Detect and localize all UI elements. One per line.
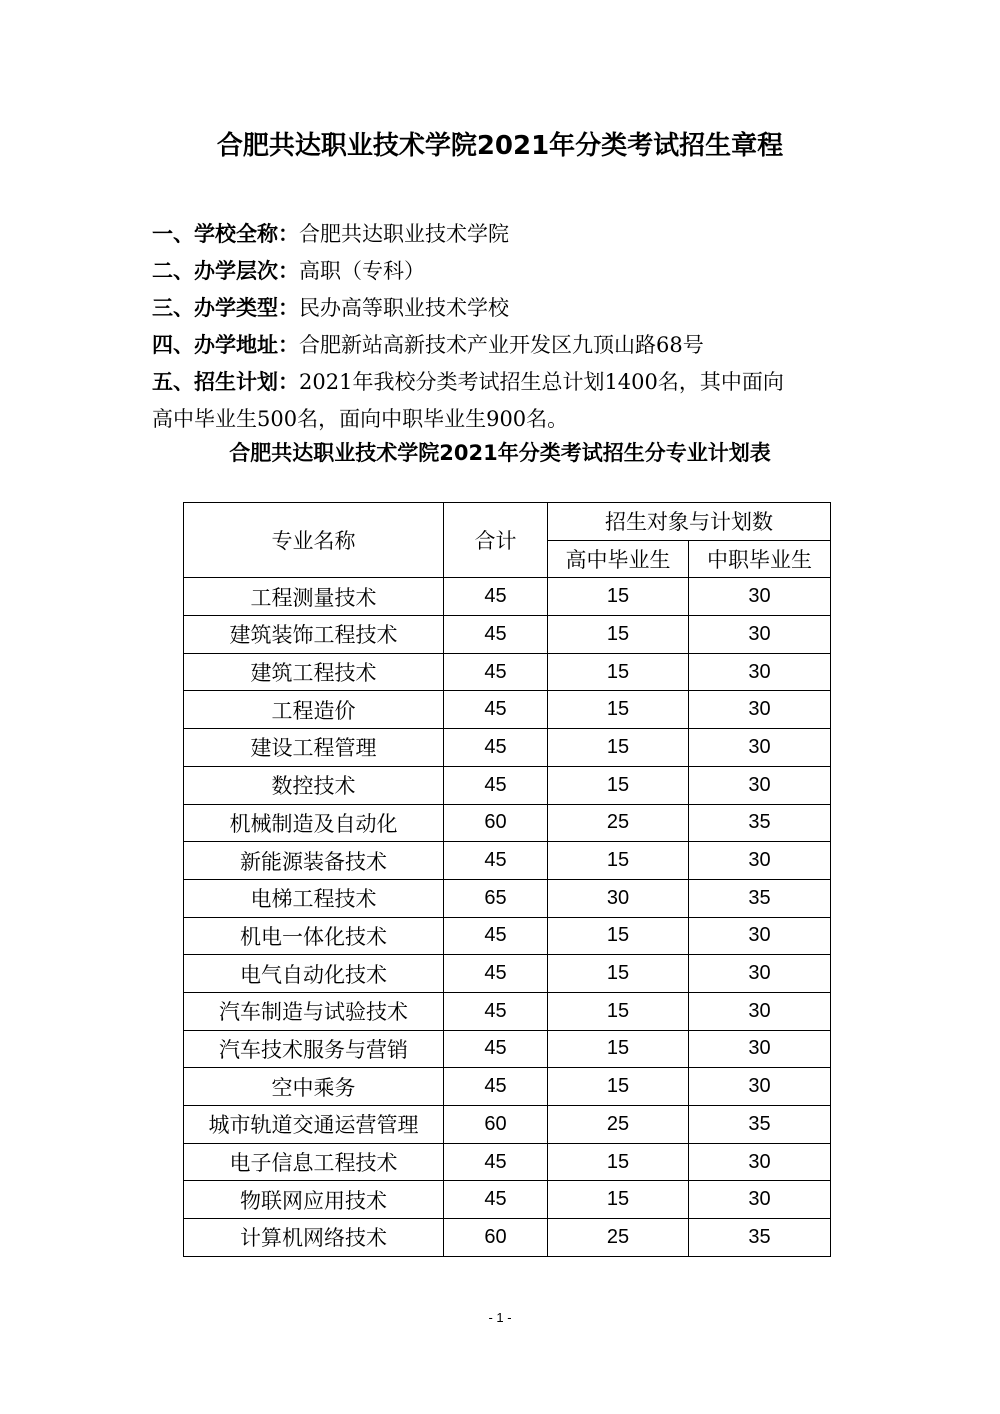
vocational-cell: 30 xyxy=(689,1181,831,1219)
total-cell: 45 xyxy=(444,691,548,729)
high-school-cell: 15 xyxy=(548,1030,689,1068)
total-cell: 45 xyxy=(444,1181,548,1219)
vocational-cell: 35 xyxy=(689,1106,831,1144)
header-major: 专业名称 xyxy=(184,503,444,578)
info-line-level xyxy=(152,253,872,290)
high-school-cell: 15 xyxy=(548,917,689,955)
total-cell: 45 xyxy=(444,653,548,691)
table-row xyxy=(184,729,831,767)
info-value: 高职（专科） xyxy=(299,259,425,283)
high-school-cell: 15 xyxy=(548,691,689,729)
total-cell: 65 xyxy=(444,879,548,917)
total-cell: 45 xyxy=(444,1143,548,1181)
total-cell: 60 xyxy=(444,1219,548,1257)
plan-text-line1: 2021年我校分类考试招生总计划1400名，其中面向 xyxy=(299,370,784,394)
major-cell: 空中乘务 xyxy=(184,1068,444,1106)
table-row xyxy=(184,691,831,729)
info-label: 三、办学类型： xyxy=(152,296,299,320)
total-cell: 45 xyxy=(444,766,548,804)
info-line-full-name xyxy=(152,216,872,253)
major-cell: 物联网应用技术 xyxy=(184,1181,444,1219)
info-label: 四、办学地址： xyxy=(152,333,299,357)
vocational-cell: 35 xyxy=(689,879,831,917)
info-label: 二、办学层次： xyxy=(152,259,299,283)
high-school-cell: 15 xyxy=(548,955,689,993)
major-cell: 机械制造及自动化 xyxy=(184,804,444,842)
table-row xyxy=(184,1030,831,1068)
table-row xyxy=(184,653,831,691)
major-cell: 计算机网络技术 xyxy=(184,1219,444,1257)
table-row xyxy=(184,955,831,993)
high-school-cell: 15 xyxy=(548,1068,689,1106)
vocational-cell: 30 xyxy=(689,992,831,1030)
header-total: 合计 xyxy=(444,503,548,578)
high-school-cell: 30 xyxy=(548,879,689,917)
vocational-cell: 30 xyxy=(689,766,831,804)
total-cell: 45 xyxy=(444,578,548,616)
high-school-cell: 15 xyxy=(548,616,689,654)
page-number: - 1 - xyxy=(488,1310,512,1325)
table-row xyxy=(184,804,831,842)
table-row xyxy=(184,992,831,1030)
header-vocational: 中职毕业生 xyxy=(689,540,831,578)
high-school-cell: 15 xyxy=(548,842,689,880)
vocational-cell: 30 xyxy=(689,1143,831,1181)
high-school-cell: 15 xyxy=(548,1143,689,1181)
total-cell: 45 xyxy=(444,955,548,993)
high-school-cell: 25 xyxy=(548,1106,689,1144)
vocational-cell: 30 xyxy=(689,1068,831,1106)
info-line-address xyxy=(152,327,872,364)
total-cell: 45 xyxy=(444,992,548,1030)
vocational-cell: 35 xyxy=(689,1219,831,1257)
vocational-cell: 30 xyxy=(689,955,831,993)
high-school-cell: 15 xyxy=(548,653,689,691)
vocational-cell: 30 xyxy=(689,729,831,767)
table-row xyxy=(184,917,831,955)
vocational-cell: 30 xyxy=(689,917,831,955)
major-cell: 机电一体化技术 xyxy=(184,917,444,955)
major-cell: 工程测量技术 xyxy=(184,578,444,616)
major-cell: 建筑装饰工程技术 xyxy=(184,616,444,654)
info-value: 合肥共达职业技术学院 xyxy=(299,222,509,246)
major-cell: 工程造价 xyxy=(184,691,444,729)
major-cell: 电梯工程技术 xyxy=(184,879,444,917)
total-cell: 45 xyxy=(444,616,548,654)
plan-text-line2: 高中毕业生500名，面向中职毕业生900名。 xyxy=(152,407,569,431)
document-title: 合肥共达职业技术学院2021年分类考试招生章程 xyxy=(216,131,784,161)
plan-label: 五、招生计划： xyxy=(152,370,299,394)
major-cell: 电气自动化技术 xyxy=(184,955,444,993)
header-high-school: 高中毕业生 xyxy=(548,540,689,578)
enrollment-plan-table xyxy=(183,502,831,1257)
table-title: 合肥共达职业技术学院2021年分类考试招生分专业计划表 xyxy=(229,441,771,465)
major-cell: 电子信息工程技术 xyxy=(184,1143,444,1181)
total-cell: 45 xyxy=(444,1068,548,1106)
vocational-cell: 30 xyxy=(689,616,831,654)
major-cell: 建设工程管理 xyxy=(184,729,444,767)
table-row xyxy=(184,1181,831,1219)
high-school-cell: 25 xyxy=(548,1219,689,1257)
total-cell: 60 xyxy=(444,804,548,842)
school-info xyxy=(152,216,872,438)
vocational-cell: 35 xyxy=(689,804,831,842)
vocational-cell: 30 xyxy=(689,578,831,616)
total-cell: 45 xyxy=(444,1030,548,1068)
major-cell: 建筑工程技术 xyxy=(184,653,444,691)
table-row xyxy=(184,1219,831,1257)
high-school-cell: 15 xyxy=(548,578,689,616)
table-row xyxy=(184,1106,831,1144)
info-value: 合肥新站高新技术产业开发区九顶山路68号 xyxy=(299,333,704,357)
high-school-cell: 15 xyxy=(548,766,689,804)
total-cell: 45 xyxy=(444,729,548,767)
total-cell: 45 xyxy=(444,917,548,955)
table-row xyxy=(184,1143,831,1181)
vocational-cell: 30 xyxy=(689,653,831,691)
table-row xyxy=(184,1068,831,1106)
table-body xyxy=(184,578,831,1256)
major-cell: 新能源装备技术 xyxy=(184,842,444,880)
high-school-cell: 15 xyxy=(548,729,689,767)
major-cell: 数控技术 xyxy=(184,766,444,804)
table-row xyxy=(184,616,831,654)
vocational-cell: 30 xyxy=(689,842,831,880)
header-group: 招生对象与计划数 xyxy=(548,503,831,541)
info-value: 民办高等职业技术学校 xyxy=(299,296,509,320)
major-cell: 城市轨道交通运营管理 xyxy=(184,1106,444,1144)
info-line-plan-continued xyxy=(152,401,872,438)
vocational-cell: 30 xyxy=(689,1030,831,1068)
major-cell: 汽车技术服务与营销 xyxy=(184,1030,444,1068)
table-row xyxy=(184,842,831,880)
info-line-type xyxy=(152,290,872,327)
high-school-cell: 25 xyxy=(548,804,689,842)
major-cell: 汽车制造与试验技术 xyxy=(184,992,444,1030)
table-row xyxy=(184,766,831,804)
total-cell: 60 xyxy=(444,1106,548,1144)
info-line-plan xyxy=(152,364,872,401)
high-school-cell: 15 xyxy=(548,992,689,1030)
high-school-cell: 15 xyxy=(548,1181,689,1219)
table-row xyxy=(184,578,831,616)
total-cell: 45 xyxy=(444,842,548,880)
info-label: 一、学校全称： xyxy=(152,222,299,246)
table-row xyxy=(184,879,831,917)
vocational-cell: 30 xyxy=(689,691,831,729)
